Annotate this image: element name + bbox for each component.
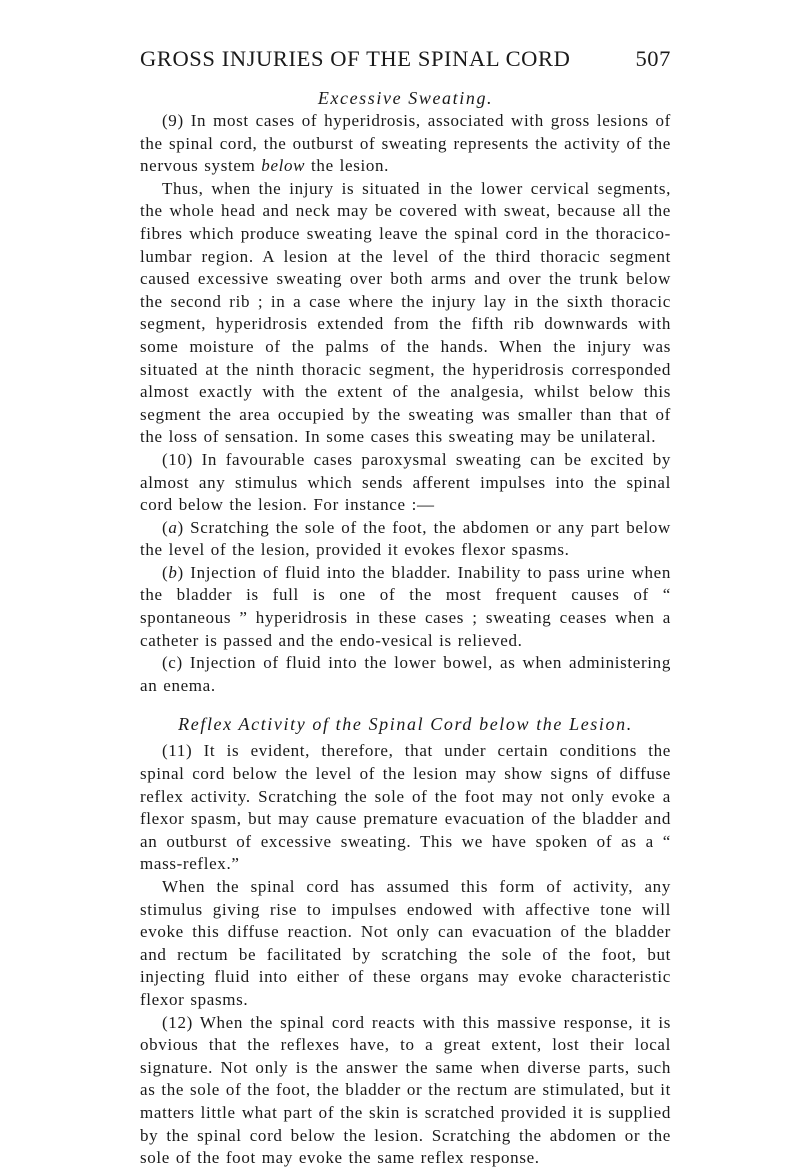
list-item-a-letter: a [168, 517, 178, 537]
paragraph-12: (12) When the spinal cord reacts with this massive response, it is obvious that the reflexes have, to a great extent, lost their local signature. Not only is the answer the same when diverse parts, such as the sole of the foot, the bladder or the rectum are stimulated, but it matters little what part of the skin is scratched provided it is supplied by the spinal cord below the lesion. Scratching the abdomen or the sole of the foot may evoke the same reflex response. [140, 1012, 671, 1168]
paragraph-9-text-start: (9) In most cases of hyperidrosis, associated with gross lesions of the spinal cord, the outburst of sweating represents the activity of the nervous system [140, 111, 671, 176]
list-item-a [140, 517, 671, 562]
running-head-title: GROSS INJURIES OF THE SPINAL CORD [140, 46, 571, 71]
list-item-b-open: ( [162, 562, 169, 582]
running-head [140, 44, 671, 74]
paragraph-11-continued: When the spinal cord has assumed this form of activity, any stimulus giving rise to impulses endowed with affective tone will evoke this diffuse reaction. Not only can evacuation of the bladder and rectum be facilitated by scratching the sole of the foot, but injecting fluid into either of these organs may evoke characteristic flexor spasms. [140, 877, 671, 1009]
paragraph-9 [140, 110, 671, 178]
section-heading-reflex-activity: Reflex Activity of the Spinal Cord below the Lesion. [178, 714, 633, 735]
book-page [140, 44, 671, 1170]
list-item-a-open: ( [162, 517, 169, 537]
list-item-b-letter: b [168, 562, 178, 582]
paragraph-9-emphasis: below [261, 156, 306, 176]
list-item-a-text: ) Scratching the sole of the foot, the abdomen or any part below the level of the lesion, provided it evokes flexor spasms. [140, 517, 671, 560]
page-number: 507 [635, 46, 671, 71]
section-heading-excessive-sweating: Excessive Sweating. [317, 88, 494, 108]
list-item-b-text: ) Injection of fluid into the bladder. Inability to pass urine when the bladder is full is one of the most frequent causes of “ spontaneous ” hyperidrosis in these cases ; sweating ceases when a catheter is passed and the endo-vesical is relieved. [140, 562, 671, 650]
paragraph-11: (11) It is evident, therefore, that under certain conditions the spinal cord below the level of the lesion may show signs of diffuse reflex activity. Scratching the sole of the foot may not only evoke a flexor spasm, but may cause premature evacuation of the bladder and an outburst of excessive sweating. This we have spoken of as a “ mass-reflex.” [140, 741, 671, 874]
list-item-c: (c) Injection of fluid into the lower bowel, as when administering an enema. [140, 653, 671, 695]
paragraph-9-text-end: the lesion. [305, 156, 390, 176]
paragraph-9-continued: Thus, when the injury is situated in the lower cervical segments, the whole head and neck may be covered with sweat, because all the fibres which produce sweating leave the spinal cord in the thoracico-lumbar region. A lesion at the level of the third thoracic segment caused excessive sweating over both arms and over the trunk below the second rib ; in a case where the injury lay in the sixth thoracic segment, hyperidrosis extended from the fifth rib downwards with some moisture of the palms of the hands. When the injury was situated at the ninth thoracic segment, the hyperidrosis corresponded almost exactly with the extent of the analgesia, whilst below this segment the area occupied by the sweating was smaller than that of the loss of sensation. In some cases this sweating may be unilateral. [140, 178, 671, 447]
paragraph-10: (10) In favourable cases paroxysmal sweating can be excited by almost any stimulus which sends afferent impulses into the spinal cord below the lesion. For instance :— [140, 449, 671, 515]
list-item-b [140, 562, 671, 652]
